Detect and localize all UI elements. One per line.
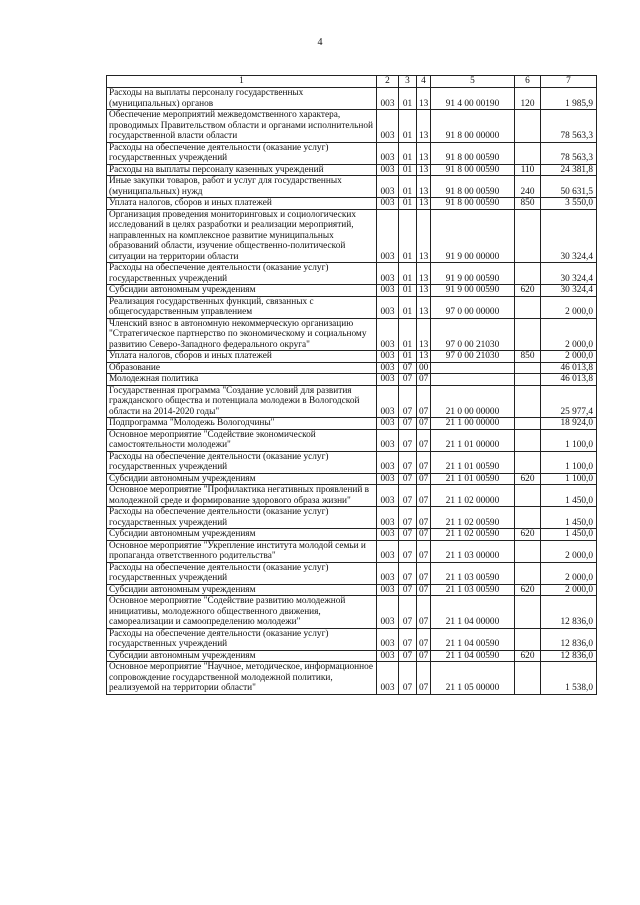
section-code-cell: 07 bbox=[399, 540, 417, 562]
amount-cell: 1 985,9 bbox=[541, 88, 597, 110]
column-header: 6 bbox=[515, 76, 541, 88]
table-row bbox=[107, 318, 597, 351]
expense-type-cell bbox=[515, 209, 541, 263]
amount-cell: 1 450,0 bbox=[541, 529, 597, 541]
expense-type-cell bbox=[515, 418, 541, 430]
amount-cell: 2 000,0 bbox=[541, 296, 597, 318]
amount-cell: 2 000,0 bbox=[541, 562, 597, 584]
section-code-cell: 07 bbox=[399, 628, 417, 650]
amount-cell: 46 013,8 bbox=[541, 374, 597, 386]
subsection-code-cell: 07 bbox=[417, 473, 431, 485]
amount-cell: 30 324,4 bbox=[541, 285, 597, 297]
amount-cell: 2 000,0 bbox=[541, 584, 597, 596]
target-article-cell: 21 1 02 00590 bbox=[431, 529, 515, 541]
subsection-code-cell: 13 bbox=[417, 209, 431, 263]
expense-type-cell: 620 bbox=[515, 529, 541, 541]
section-code-cell: 01 bbox=[399, 110, 417, 143]
subsection-code-cell: 07 bbox=[417, 584, 431, 596]
target-article-cell: 21 1 04 00590 bbox=[431, 628, 515, 650]
row-name-cell: Иные закупки товаров, работ и услуг для государственных (муниципальных) нужд bbox=[107, 176, 377, 198]
amount-cell: 78 563,3 bbox=[541, 142, 597, 164]
row-name-cell: Расходы на обеспечение деятельности (оказание услуг) государственных учреждений bbox=[107, 628, 377, 650]
amount-cell: 2 000,0 bbox=[541, 351, 597, 363]
department-code-cell: 003 bbox=[377, 662, 399, 695]
department-code-cell: 003 bbox=[377, 296, 399, 318]
department-code-cell: 003 bbox=[377, 318, 399, 351]
section-code-cell: 01 bbox=[399, 285, 417, 297]
expense-type-cell bbox=[515, 142, 541, 164]
section-code-cell: 01 bbox=[399, 176, 417, 198]
department-code-cell: 003 bbox=[377, 374, 399, 386]
subsection-code-cell: 13 bbox=[417, 176, 431, 198]
expense-type-cell: 620 bbox=[515, 285, 541, 297]
table-row bbox=[107, 374, 597, 386]
row-name-cell: Уплата налогов, сборов и иных платежей bbox=[107, 351, 377, 363]
row-name-cell: Реализация государственных функций, связанных с общегосударственным управлением bbox=[107, 296, 377, 318]
expense-type-cell bbox=[515, 662, 541, 695]
column-header: 2 bbox=[377, 76, 399, 88]
target-article-cell: 91 8 00 00590 bbox=[431, 164, 515, 176]
expense-type-cell: 120 bbox=[515, 88, 541, 110]
row-name-cell: Расходы на обеспечение деятельности (оказание услуг) государственных учреждений bbox=[107, 507, 377, 529]
budget-table bbox=[106, 75, 597, 695]
department-code-cell: 003 bbox=[377, 418, 399, 430]
target-article-cell: 21 1 03 00590 bbox=[431, 584, 515, 596]
section-code-cell: 07 bbox=[399, 429, 417, 451]
section-code-cell: 01 bbox=[399, 142, 417, 164]
amount-cell: 1 450,0 bbox=[541, 485, 597, 507]
table-row bbox=[107, 628, 597, 650]
subsection-code-cell: 07 bbox=[417, 562, 431, 584]
table-row bbox=[107, 562, 597, 584]
row-name-cell: Основное мероприятие "Содействие экономической самостоятельности молодежи" bbox=[107, 429, 377, 451]
subsection-code-cell: 07 bbox=[417, 596, 431, 629]
expense-type-cell bbox=[515, 628, 541, 650]
subsection-code-cell: 13 bbox=[417, 351, 431, 363]
section-code-cell: 01 bbox=[399, 88, 417, 110]
table-row bbox=[107, 529, 597, 541]
department-code-cell: 003 bbox=[377, 110, 399, 143]
department-code-cell: 003 bbox=[377, 596, 399, 629]
table-row bbox=[107, 176, 597, 198]
amount-cell: 2 000,0 bbox=[541, 540, 597, 562]
table-row bbox=[107, 540, 597, 562]
amount-cell: 50 631,5 bbox=[541, 176, 597, 198]
table-row bbox=[107, 584, 597, 596]
column-header: 5 bbox=[431, 76, 515, 88]
row-name-cell: Расходы на обеспечение деятельности (оказание услуг) государственных учреждений bbox=[107, 451, 377, 473]
row-name-cell: Расходы на обеспечение деятельности (оказание услуг) государственных учреждений bbox=[107, 263, 377, 285]
department-code-cell: 003 bbox=[377, 285, 399, 297]
subsection-code-cell: 07 bbox=[417, 507, 431, 529]
department-code-cell: 003 bbox=[377, 176, 399, 198]
target-article-cell: 97 0 00 21030 bbox=[431, 351, 515, 363]
target-article-cell: 97 0 00 00000 bbox=[431, 296, 515, 318]
section-code-cell: 01 bbox=[399, 209, 417, 263]
target-article-cell: 21 1 03 00590 bbox=[431, 562, 515, 584]
row-name-cell: Расходы на обеспечение деятельности (оказание услуг) государственных учреждений bbox=[107, 562, 377, 584]
department-code-cell: 003 bbox=[377, 584, 399, 596]
amount-cell: 30 324,4 bbox=[541, 263, 597, 285]
row-name-cell: Молодежная политика bbox=[107, 374, 377, 386]
column-header: 1 bbox=[107, 76, 377, 88]
amount-cell: 18 924,0 bbox=[541, 418, 597, 430]
target-article-cell: 21 1 04 00000 bbox=[431, 596, 515, 629]
department-code-cell: 003 bbox=[377, 209, 399, 263]
subsection-code-cell: 13 bbox=[417, 142, 431, 164]
section-code-cell: 07 bbox=[399, 418, 417, 430]
table-row bbox=[107, 507, 597, 529]
row-name-cell: Членский взнос в автономную некоммерческую организацию "Стратегическое партнерство по экономическому и социальному развитию Северо-Западного федерального округа" bbox=[107, 318, 377, 351]
expense-type-cell bbox=[515, 374, 541, 386]
subsection-code-cell: 07 bbox=[417, 485, 431, 507]
expense-type-cell: 240 bbox=[515, 176, 541, 198]
target-article-cell: 21 1 04 00590 bbox=[431, 650, 515, 662]
department-code-cell: 003 bbox=[377, 562, 399, 584]
section-code-cell: 01 bbox=[399, 318, 417, 351]
table-row bbox=[107, 429, 597, 451]
amount-cell: 24 381,8 bbox=[541, 164, 597, 176]
target-article-cell: 91 4 00 00190 bbox=[431, 88, 515, 110]
amount-cell: 2 000,0 bbox=[541, 318, 597, 351]
target-article-cell: 21 0 00 00000 bbox=[431, 385, 515, 418]
subsection-code-cell: 13 bbox=[417, 198, 431, 210]
target-article-cell: 21 1 03 00000 bbox=[431, 540, 515, 562]
section-code-cell: 07 bbox=[399, 507, 417, 529]
table-row bbox=[107, 385, 597, 418]
department-code-cell: 003 bbox=[377, 263, 399, 285]
subsection-code-cell: 13 bbox=[417, 164, 431, 176]
expense-type-cell bbox=[515, 562, 541, 584]
amount-cell: 78 563,3 bbox=[541, 110, 597, 143]
subsection-code-cell: 00 bbox=[417, 362, 431, 374]
subsection-code-cell: 07 bbox=[417, 628, 431, 650]
target-article-cell: 21 1 02 00590 bbox=[431, 507, 515, 529]
expense-type-cell bbox=[515, 540, 541, 562]
expense-type-cell bbox=[515, 507, 541, 529]
subsection-code-cell: 07 bbox=[417, 529, 431, 541]
table-row bbox=[107, 662, 597, 695]
target-article-cell: 21 1 05 00000 bbox=[431, 662, 515, 695]
expense-type-cell: 850 bbox=[515, 351, 541, 363]
expense-type-cell bbox=[515, 362, 541, 374]
section-code-cell: 01 bbox=[399, 164, 417, 176]
subsection-code-cell: 13 bbox=[417, 110, 431, 143]
row-name-cell: Основное мероприятие "Профилактика негативных проявлений в молодежной среде и формирование здорового образа жизни" bbox=[107, 485, 377, 507]
department-code-cell: 003 bbox=[377, 142, 399, 164]
subsection-code-cell: 07 bbox=[417, 650, 431, 662]
row-name-cell: Основное мероприятие "Научное, методическое, информационное сопровождение государственной молодежной политики, реализуемой на территории области" bbox=[107, 662, 377, 695]
expense-type-cell bbox=[515, 485, 541, 507]
expense-type-cell bbox=[515, 296, 541, 318]
expense-type-cell: 620 bbox=[515, 650, 541, 662]
subsection-code-cell: 07 bbox=[417, 451, 431, 473]
row-name-cell: Основное мероприятие "Укрепление института молодой семьи и пропаганда ответственного родительства" bbox=[107, 540, 377, 562]
table-row bbox=[107, 362, 597, 374]
table-row bbox=[107, 473, 597, 485]
table-row bbox=[107, 596, 597, 629]
table-header-row bbox=[107, 76, 597, 88]
amount-cell: 46 013,8 bbox=[541, 362, 597, 374]
subsection-code-cell: 07 bbox=[417, 429, 431, 451]
row-name-cell: Субсидии автономным учреждениям bbox=[107, 650, 377, 662]
department-code-cell: 003 bbox=[377, 164, 399, 176]
expense-type-cell bbox=[515, 110, 541, 143]
table-row bbox=[107, 351, 597, 363]
row-name-cell: Расходы на выплаты персоналу государственных (муниципальных) органов bbox=[107, 88, 377, 110]
table-row bbox=[107, 209, 597, 263]
target-article-cell: 97 0 00 21030 bbox=[431, 318, 515, 351]
target-article-cell bbox=[431, 362, 515, 374]
amount-cell: 12 836,0 bbox=[541, 650, 597, 662]
row-name-cell: Расходы на обеспечение деятельности (оказание услуг) государственных учреждений bbox=[107, 142, 377, 164]
department-code-cell: 003 bbox=[377, 485, 399, 507]
department-code-cell: 003 bbox=[377, 650, 399, 662]
department-code-cell: 003 bbox=[377, 88, 399, 110]
table-row bbox=[107, 88, 597, 110]
expense-type-cell: 620 bbox=[515, 584, 541, 596]
table-row bbox=[107, 263, 597, 285]
row-name-cell: Образование bbox=[107, 362, 377, 374]
section-code-cell: 07 bbox=[399, 362, 417, 374]
department-code-cell: 003 bbox=[377, 540, 399, 562]
target-article-cell bbox=[431, 374, 515, 386]
expense-type-cell: 110 bbox=[515, 164, 541, 176]
expense-type-cell bbox=[515, 451, 541, 473]
expense-type-cell bbox=[515, 318, 541, 351]
table-row bbox=[107, 451, 597, 473]
subsection-code-cell: 13 bbox=[417, 88, 431, 110]
table-row bbox=[107, 198, 597, 210]
section-code-cell: 07 bbox=[399, 473, 417, 485]
amount-cell: 25 977,4 bbox=[541, 385, 597, 418]
target-article-cell: 91 9 00 00590 bbox=[431, 263, 515, 285]
target-article-cell: 21 1 01 00590 bbox=[431, 473, 515, 485]
target-article-cell: 91 8 00 00590 bbox=[431, 198, 515, 210]
subsection-code-cell: 07 bbox=[417, 385, 431, 418]
column-header: 4 bbox=[417, 76, 431, 88]
subsection-code-cell: 07 bbox=[417, 540, 431, 562]
section-code-cell: 07 bbox=[399, 596, 417, 629]
section-code-cell: 07 bbox=[399, 650, 417, 662]
amount-cell: 1 100,0 bbox=[541, 451, 597, 473]
subsection-code-cell: 13 bbox=[417, 263, 431, 285]
expense-type-cell bbox=[515, 596, 541, 629]
section-code-cell: 07 bbox=[399, 662, 417, 695]
section-code-cell: 07 bbox=[399, 562, 417, 584]
row-name-cell: Организация проведения мониторинговых и социологических исследований в целях разработки и реализации мероприятий, направленных на комплексное развитие муниципальных образований области, изучение общественно-политической ситуации на территории области bbox=[107, 209, 377, 263]
section-code-cell: 01 bbox=[399, 263, 417, 285]
section-code-cell: 07 bbox=[399, 485, 417, 507]
amount-cell: 30 324,4 bbox=[541, 209, 597, 263]
department-code-cell: 003 bbox=[377, 351, 399, 363]
amount-cell: 1 100,0 bbox=[541, 429, 597, 451]
row-name-cell: Субсидии автономным учреждениям bbox=[107, 473, 377, 485]
subsection-code-cell: 07 bbox=[417, 418, 431, 430]
department-code-cell: 003 bbox=[377, 451, 399, 473]
row-name-cell: Основное мероприятие "Содействие развитию молодежной инициативы, молодежного общественного движения, самореализации и самоопределению молодежи" bbox=[107, 596, 377, 629]
target-article-cell: 21 1 02 00000 bbox=[431, 485, 515, 507]
row-name-cell: Расходы на выплаты персоналу казенных учреждений bbox=[107, 164, 377, 176]
section-code-cell: 01 bbox=[399, 296, 417, 318]
expense-type-cell bbox=[515, 429, 541, 451]
column-header: 3 bbox=[399, 76, 417, 88]
department-code-cell: 003 bbox=[377, 507, 399, 529]
department-code-cell: 003 bbox=[377, 628, 399, 650]
subsection-code-cell: 07 bbox=[417, 662, 431, 695]
table-row bbox=[107, 110, 597, 143]
row-name-cell: Государственная программа "Создание условий для развития гражданского общества и потенциала молодежи в Вологодской области на 2014-2020 годы" bbox=[107, 385, 377, 418]
table-row bbox=[107, 164, 597, 176]
expense-type-cell: 620 bbox=[515, 473, 541, 485]
department-code-cell: 003 bbox=[377, 529, 399, 541]
target-article-cell: 21 1 00 00000 bbox=[431, 418, 515, 430]
expense-type-cell bbox=[515, 263, 541, 285]
amount-cell: 1 100,0 bbox=[541, 473, 597, 485]
expense-type-cell: 850 bbox=[515, 198, 541, 210]
amount-cell: 12 836,0 bbox=[541, 628, 597, 650]
table-row bbox=[107, 650, 597, 662]
section-code-cell: 07 bbox=[399, 374, 417, 386]
row-name-cell: Субсидии автономным учреждениям bbox=[107, 584, 377, 596]
department-code-cell: 003 bbox=[377, 198, 399, 210]
target-article-cell: 91 8 00 00590 bbox=[431, 142, 515, 164]
row-name-cell: Субсидии автономным учреждениям bbox=[107, 529, 377, 541]
row-name-cell: Уплата налогов, сборов и иных платежей bbox=[107, 198, 377, 210]
table-row bbox=[107, 285, 597, 297]
table-row bbox=[107, 296, 597, 318]
expense-type-cell bbox=[515, 385, 541, 418]
row-name-cell: Обеспечение мероприятий межведомственного характера, проводимых Правительством области и органами исполнительной государственной власти области bbox=[107, 110, 377, 143]
page-number: 4 bbox=[317, 37, 323, 48]
department-code-cell: 003 bbox=[377, 385, 399, 418]
department-code-cell: 003 bbox=[377, 429, 399, 451]
row-name-cell: Подпрограмма "Молодежь Вологодчины" bbox=[107, 418, 377, 430]
subsection-code-cell: 13 bbox=[417, 318, 431, 351]
amount-cell: 1 538,0 bbox=[541, 662, 597, 695]
subsection-code-cell: 13 bbox=[417, 285, 431, 297]
table-row bbox=[107, 418, 597, 430]
target-article-cell: 91 8 00 00000 bbox=[431, 110, 515, 143]
section-code-cell: 01 bbox=[399, 351, 417, 363]
table-row bbox=[107, 485, 597, 507]
section-code-cell: 07 bbox=[399, 451, 417, 473]
section-code-cell: 07 bbox=[399, 529, 417, 541]
target-article-cell: 91 9 00 00000 bbox=[431, 209, 515, 263]
table-row bbox=[107, 142, 597, 164]
amount-cell: 3 550,0 bbox=[541, 198, 597, 210]
amount-cell: 12 836,0 bbox=[541, 596, 597, 629]
target-article-cell: 91 8 00 00590 bbox=[431, 176, 515, 198]
department-code-cell: 003 bbox=[377, 362, 399, 374]
target-article-cell: 21 1 01 00000 bbox=[431, 429, 515, 451]
target-article-cell: 91 9 00 00590 bbox=[431, 285, 515, 297]
column-header: 7 bbox=[541, 76, 597, 88]
section-code-cell: 01 bbox=[399, 198, 417, 210]
subsection-code-cell: 07 bbox=[417, 374, 431, 386]
section-code-cell: 07 bbox=[399, 584, 417, 596]
target-article-cell: 21 1 01 00590 bbox=[431, 451, 515, 473]
amount-cell: 1 450,0 bbox=[541, 507, 597, 529]
section-code-cell: 07 bbox=[399, 385, 417, 418]
department-code-cell: 003 bbox=[377, 473, 399, 485]
row-name-cell: Субсидии автономным учреждениям bbox=[107, 285, 377, 297]
subsection-code-cell: 13 bbox=[417, 296, 431, 318]
